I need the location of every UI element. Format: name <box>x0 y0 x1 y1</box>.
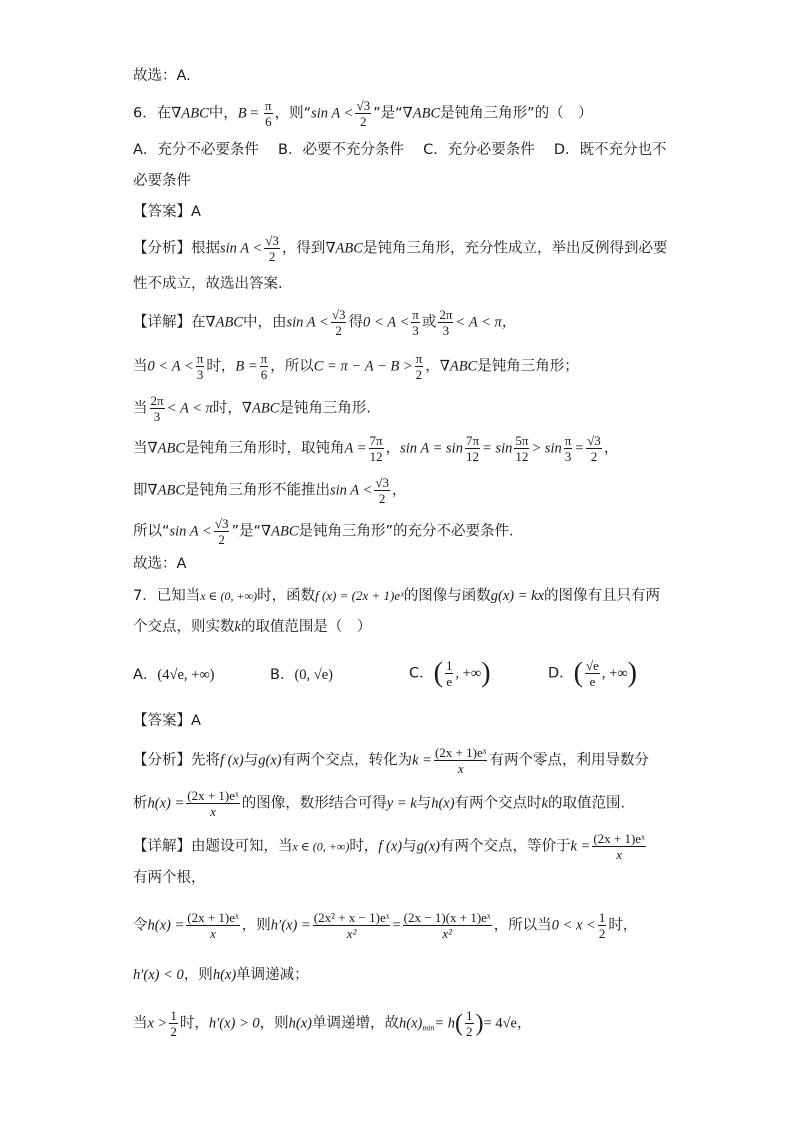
triangle-abc: ∇ABC <box>147 440 186 457</box>
text: 与 <box>416 795 432 812</box>
text: 是钝角三角形”的充分不必要条件. <box>298 523 514 540</box>
question-6-options-cont <box>133 170 754 192</box>
fraction-pi-3: $\frac{\pi}{3}$ <box>196 351 204 382</box>
text: ，则 <box>259 1015 289 1032</box>
fraction-sqrt3-2: $\frac{√3}{2}$ <box>331 307 346 338</box>
equals: = <box>574 440 585 457</box>
triangle-abc: ∇ABC <box>241 400 280 417</box>
option-value: , +∞ <box>455 665 482 682</box>
option-b <box>270 664 333 686</box>
fraction-sqrt3-2: $\frac{√3}{2}$ <box>265 233 279 264</box>
function-h-min: h(x) <box>399 1015 423 1032</box>
fraction-7pi-12: $\frac{7\pi}{12}$ <box>465 433 480 464</box>
text: 得 <box>348 314 363 331</box>
detail-label: 【详解】 <box>133 838 191 855</box>
function-h: h(x) <box>212 967 237 983</box>
fraction-1-e: $\frac{1}{e}$ <box>445 658 453 689</box>
equation: = 4√e <box>483 1015 517 1032</box>
fraction-expr: $\frac{\text{(2x² + x − 1)eˣ}}{\text{x²}}$ <box>313 910 390 941</box>
case-4-line <box>133 475 754 506</box>
fraction-1-2: $\frac{1}{2}$ <box>466 1008 473 1039</box>
fraction-expr: $\frac{\text{(2x + 1)eˣ}}{x}$ <box>187 788 239 819</box>
text: 单调递减； <box>236 967 309 983</box>
text: 的图像，数形结合可得 <box>241 795 387 812</box>
option-d: D．( $\frac{√e}{e}$ , +∞) <box>548 657 637 689</box>
analysis-7-cont <box>133 788 754 819</box>
equals: = <box>392 917 401 934</box>
text: 单调递增，故 <box>312 1015 400 1032</box>
detail-7 <box>133 831 754 862</box>
sin-a-expr: sin A < <box>311 105 354 122</box>
fraction-sqrt3-2: $\frac{√3}{2}$ <box>587 433 601 464</box>
triangle-abc: ∇ABC <box>402 105 441 122</box>
detail-7-cont <box>133 867 754 889</box>
subscript-min: min <box>422 1023 435 1033</box>
fraction-expr: $\frac{\text{(2x + 1)eˣ}}{x}$ <box>593 831 645 862</box>
analysis-label: 【分析】 <box>133 240 191 257</box>
analysis-6-cont <box>133 273 754 295</box>
text: ， <box>385 440 401 457</box>
text: 在 <box>191 314 206 331</box>
equation: C = π − A − B > <box>313 358 413 375</box>
fraction-sqrt3-2: $\frac{√3}{2}$ <box>375 475 389 506</box>
derivative-h: h′(x) < 0 <box>133 967 184 983</box>
fraction-sqrt3-2: $\frac{√3}{2}$ <box>214 516 229 547</box>
text: 令 <box>133 917 148 934</box>
inequality: 0 < A < <box>362 314 410 331</box>
text: ，则 <box>241 917 271 934</box>
option-value: (4√e, +∞) <box>157 667 215 683</box>
detail-7-derivative <box>133 910 754 941</box>
text: 的取值范围. <box>547 795 626 812</box>
analysis-7 <box>133 745 754 776</box>
text: 的图像与函数 <box>403 588 491 604</box>
fraction-expr: $\frac{\text{(2x − 1)(x + 1)eˣ}}{\text{x²}}$ <box>403 910 491 941</box>
text: 与 <box>243 752 259 769</box>
fraction-pi-3: $\frac{\pi}{3}$ <box>412 307 419 338</box>
question-number: 6．在 <box>133 105 172 122</box>
conclusion-line <box>133 65 754 87</box>
text: 所以“ <box>133 523 170 540</box>
sin-a-expr: sin A < <box>169 523 212 540</box>
text: 时， <box>349 838 379 855</box>
sin-a-expr: sin A < <box>330 482 373 499</box>
inequality: x > <box>147 1015 168 1032</box>
text: 的取值范围是（ ） <box>240 619 372 635</box>
case-3-line <box>133 433 754 464</box>
equation: > sin <box>531 440 562 457</box>
equation: k = <box>570 838 591 855</box>
fraction-sqrt3-2: $\frac{√3}{2}$ <box>356 98 371 129</box>
text: 析 <box>133 795 148 812</box>
fraction-expr: $\frac{\text{(2x + 1)eˣ}}{x}$ <box>434 745 487 776</box>
text: 7．已知当 <box>133 588 201 604</box>
equation: k = <box>412 752 432 769</box>
option-value: (0, √e) <box>294 667 334 683</box>
text: ”是“ <box>373 105 403 122</box>
text: 是钝角三角形时，取钝角 <box>185 440 345 457</box>
text: ， <box>603 440 619 457</box>
triangle-abc: ∇ABC <box>205 314 244 331</box>
fraction-5pi-12: $\frac{5\pi}{12}$ <box>515 433 529 464</box>
text: 时， <box>212 400 242 417</box>
function-h: h(x) <box>288 1015 313 1032</box>
text: 当 <box>133 1015 148 1032</box>
function-f: f (x) = (2x + 1)eˣ <box>315 588 404 603</box>
text: 是钝角三角形. <box>279 400 372 417</box>
fraction-pi-6: $\frac{\pi}{6}$ <box>265 98 272 129</box>
text: 故选：A <box>133 556 187 572</box>
text: 是钝角三角形”的（ ） <box>440 105 593 122</box>
detail-6 <box>133 307 754 338</box>
text: ，得到 <box>281 240 326 257</box>
domain-expr: x ∈ (0, +∞) <box>200 589 258 603</box>
triangle-abc: ∇ABC <box>147 482 186 499</box>
question-6-options <box>133 139 754 161</box>
derivative-h: h′(x) > 0 <box>208 1015 260 1032</box>
inequality: 0 < x < <box>551 917 596 934</box>
answer-text: 【答案】A <box>133 204 201 220</box>
detail-7-increasing: 当x > $\frac{1}{2}$ 时，h′(x) > 0，则h(x)单调递增，故$h(x)_{min}= h$( $\frac{1}{2}$ )= 4√e， <box>133 1008 532 1039</box>
function-h: h(x) = <box>147 795 185 812</box>
text: 有两个根， <box>133 870 206 886</box>
text: 时， <box>608 917 638 934</box>
fraction-2pi-3: $\frac{2\pi}{3}$ <box>439 307 453 338</box>
text: 有两个零点，利用导数分 <box>489 752 649 769</box>
answer-text: 【答案】A <box>133 713 201 729</box>
inequality: 0 < A < <box>147 358 194 375</box>
detail-label: 【详解】 <box>133 314 191 331</box>
text: 个交点，则实数 <box>133 619 235 635</box>
text: ，所以 <box>270 358 314 375</box>
text: ， <box>391 482 407 499</box>
answer-7 <box>133 710 754 732</box>
option-value: , +∞ <box>601 665 628 682</box>
text: 故选：A. <box>133 68 191 84</box>
question-7-stem <box>133 585 754 607</box>
inequality: < A < π <box>166 400 213 417</box>
inequality: < A < π， <box>455 314 517 331</box>
option-label: B． <box>270 667 295 683</box>
var-b: B <box>237 105 247 122</box>
text: 是钝角三角形，充分性成立，举出反例得到必要 <box>362 240 668 257</box>
case-2-line <box>133 393 754 424</box>
text: ， <box>516 1015 532 1032</box>
text: 性不成立，故选出答案. <box>133 276 283 292</box>
equation: sin A = sin <box>400 440 463 457</box>
fraction-pi-6: $\frac{\pi}{6}$ <box>260 351 268 382</box>
options-text: A．充分不必要条件 B．必要不充分条件 C．充分必要条件 D．既不充分也不 <box>133 142 667 158</box>
function-h: h(x) <box>431 795 455 812</box>
triangle-abc: ∇ABC <box>171 105 209 122</box>
text: 时， <box>179 1015 209 1032</box>
case-5-line <box>133 516 754 547</box>
text: ，所以当 <box>493 917 552 934</box>
equation: y = k <box>386 795 417 812</box>
text: 先将 <box>191 752 220 769</box>
equation: B = <box>235 358 258 375</box>
question-7-options <box>133 657 754 694</box>
text: ，则 <box>183 967 213 983</box>
function-g: g(x) <box>258 752 282 769</box>
text: 与 <box>402 838 417 855</box>
equation: A = <box>344 440 367 457</box>
equals: = <box>246 105 263 122</box>
fraction-expr: $\frac{\text{(2x + 1)eˣ}}{x}$ <box>187 910 239 941</box>
fraction-pi-3: $\frac{\pi}{3}$ <box>564 433 572 464</box>
text: 当 <box>133 440 148 457</box>
fraction-sqrte-e: $\frac{√e}{e}$ <box>586 658 599 689</box>
function-g: g(x) <box>416 838 440 855</box>
option-label: D． <box>548 665 574 682</box>
text: 是钝角三角形不能推出 <box>185 482 331 499</box>
conclusion-6 <box>133 553 754 575</box>
case-1-line <box>133 351 754 382</box>
text: 有两个交点，转化为 <box>281 752 413 769</box>
derivative-h: h′(x) = <box>270 917 311 934</box>
analysis-label: 【分析】 <box>133 752 191 769</box>
text: 即 <box>133 482 148 499</box>
text: 的图像有且只有两 <box>544 588 661 604</box>
text: ， <box>425 358 440 375</box>
text: 时，函数 <box>257 588 316 604</box>
question-6-stem <box>133 98 754 129</box>
answer-6 <box>133 201 754 223</box>
text: 或 <box>421 314 437 331</box>
text: 当 <box>133 358 148 375</box>
fraction-2pi-3: $\frac{2\pi}{3}$ <box>150 393 164 424</box>
text: ，则“ <box>274 105 312 122</box>
text: 根据 <box>191 240 220 257</box>
function-g: g(x) = kx <box>490 588 545 604</box>
text: 当 <box>133 400 148 417</box>
text: ”是“ <box>231 523 261 540</box>
option-c: C．( $\frac{1}{e}$ , +∞) <box>409 657 491 689</box>
triangle-abc: ∇ABC <box>325 240 363 257</box>
function-f: f (x) <box>378 838 403 855</box>
fraction-pi-2: $\frac{\pi}{2}$ <box>415 351 423 382</box>
domain-expr: x ∈ (0, +∞) <box>292 839 350 854</box>
function-f: f (x) <box>220 752 244 769</box>
triangle-abc: ∇ABC <box>260 523 299 540</box>
sin-a-expr: sin A < <box>286 314 329 331</box>
option-label: C． <box>409 665 434 682</box>
text: 有两个交点，等价于 <box>439 838 571 855</box>
fraction-7pi-12: $\frac{7\pi}{12}$ <box>369 433 383 464</box>
text: 时， <box>206 358 236 375</box>
text: 有两个交点时 <box>454 795 542 812</box>
text: 中，由 <box>243 314 287 331</box>
option-label: A． <box>133 667 158 683</box>
var-k: k <box>234 619 241 635</box>
option-a <box>133 664 215 686</box>
function-h: h(x) = <box>147 917 185 934</box>
detail-7-decreasing <box>133 964 754 986</box>
options-text: 必要条件 <box>133 173 191 189</box>
text: 中， <box>208 105 238 122</box>
triangle-abc: ∇ABC <box>439 358 478 375</box>
fraction-1-2: $\frac{1}{2}$ <box>598 910 606 941</box>
var-k: k <box>541 795 548 812</box>
equation: = h <box>434 1015 456 1032</box>
fraction-1-2: $\frac{1}{2}$ <box>170 1008 177 1039</box>
sin-a-expr: sin A < <box>220 240 263 257</box>
equation: = sin <box>482 440 513 457</box>
analysis-6 <box>133 233 754 264</box>
text: 是钝角三角形； <box>477 358 579 375</box>
text: 由题设可知，当 <box>191 838 293 855</box>
question-7-stem-cont <box>133 616 754 638</box>
